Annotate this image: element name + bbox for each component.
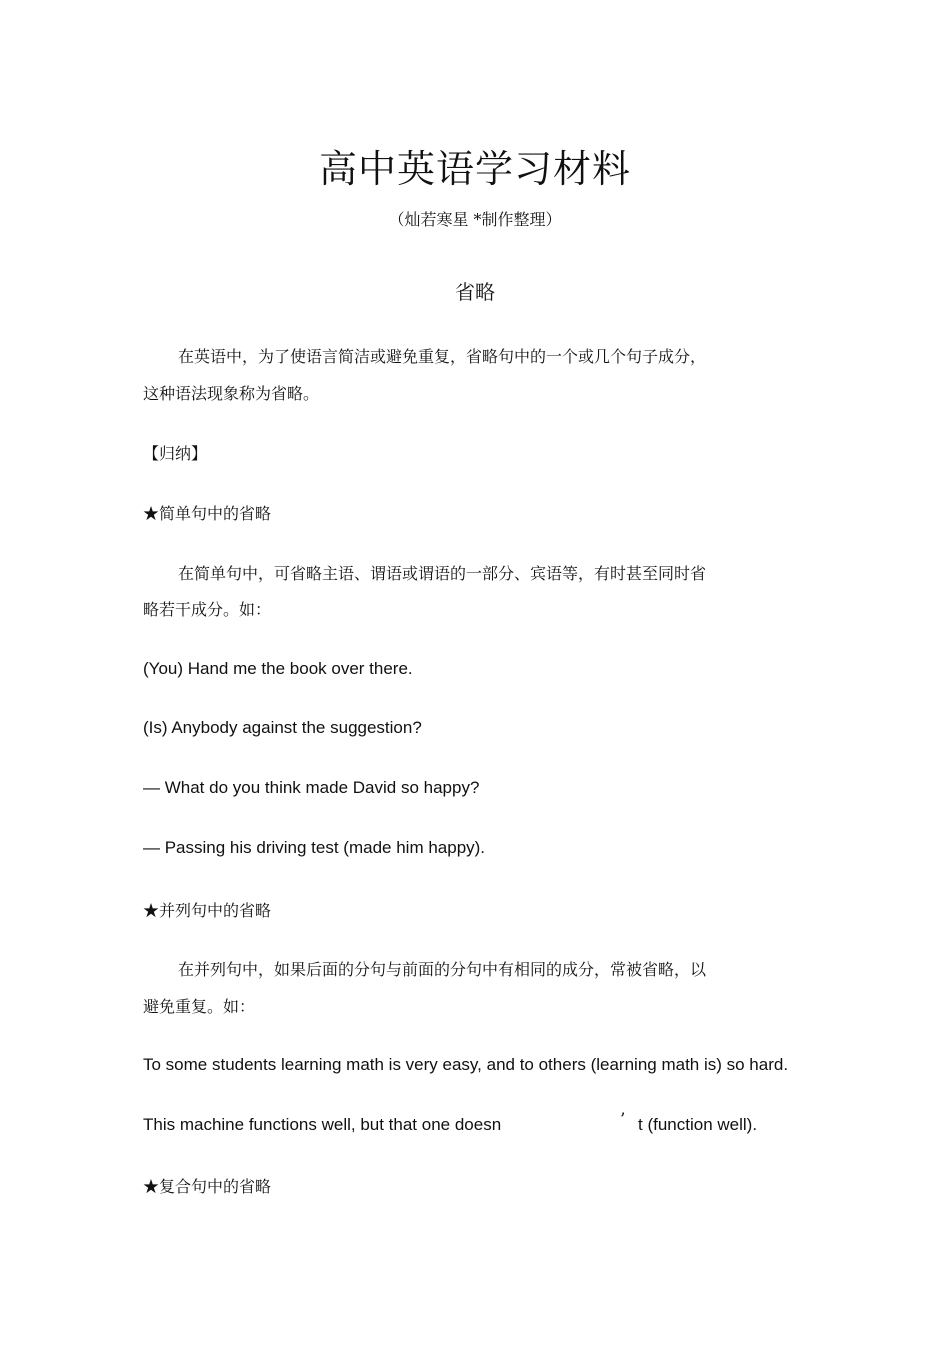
intro-line-2: 这种语法现象称为省略。 (143, 384, 320, 403)
example-sentence-apostrophe: ’ (620, 1110, 626, 1130)
simple-sentence-desc-line-2: 略若干成分。如： (143, 600, 272, 619)
compound-sentence-desc-line-1: 在并列句中，如果后面的分句与前面的分句中有相同的成分，常被省略，以 (178, 960, 707, 979)
document-subtitle: （灿若寒星 *制作整理） (388, 210, 562, 229)
example-sentence: To some students learning math is very easy, and to others (learning math is) so hard. (143, 1055, 789, 1074)
example-sentence: (Is) Anybody against the suggestion? (143, 718, 422, 737)
example-sentence-part-1: This machine functions well, but that one doesn (143, 1115, 502, 1134)
example-sentence-part-2: t (function well). (638, 1115, 758, 1134)
section-title: 省略 (455, 280, 495, 304)
compound-sentence-desc-line-2: 避免重复。如： (143, 997, 256, 1016)
document-title: 高中英语学习材料 (318, 147, 631, 191)
example-sentence: (You) Hand me the book over there. (143, 659, 413, 678)
complex-sentence-heading: ★复合句中的省略 (143, 1177, 272, 1196)
example-sentence: — What do you think made David so happy? (143, 778, 480, 797)
intro-line-1: 在英语中，为了使语言简洁或避免重复，省略句中的一个或几个句子成分， (178, 347, 707, 366)
simple-sentence-heading: ★简单句中的省略 (143, 504, 272, 523)
example-sentence: — Passing his driving test (made him happy). (143, 838, 486, 857)
summary-label: 【归纳】 (143, 444, 208, 463)
simple-sentence-desc-line-1: 在简单句中，可省略主语、谓语或谓语的一部分、宾语等，有时甚至同时省 (178, 564, 707, 583)
compound-sentence-heading: ★并列句中的省略 (143, 901, 272, 920)
